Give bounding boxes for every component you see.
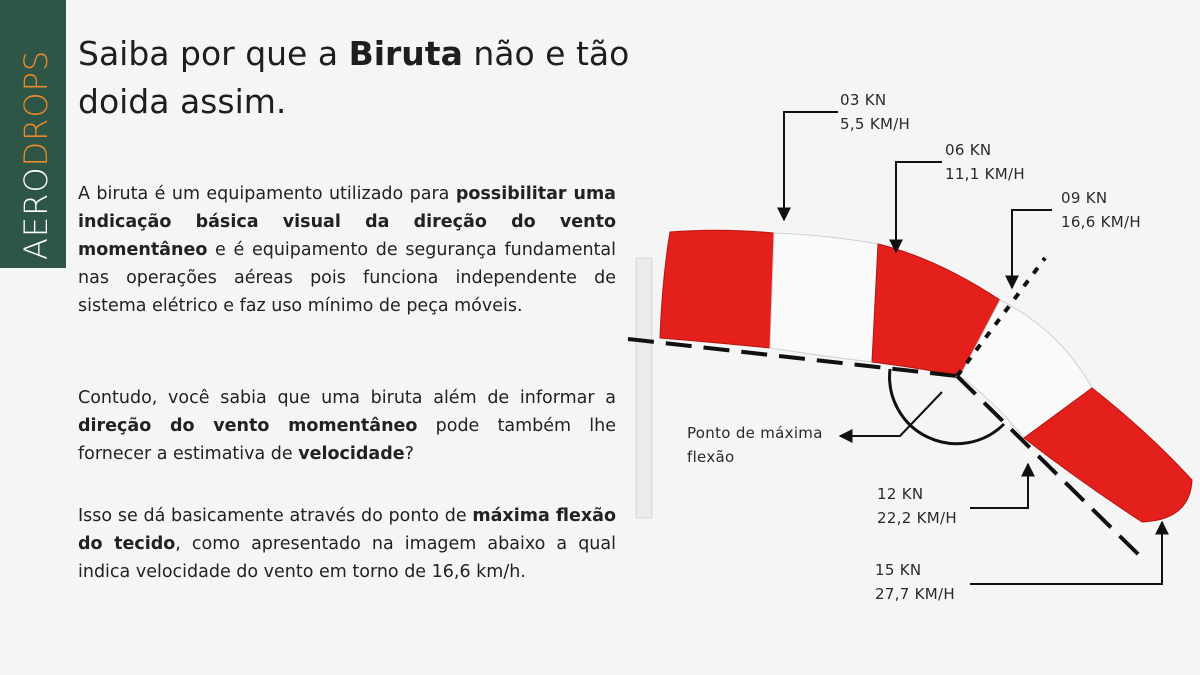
sock-segment-white-1 — [770, 233, 878, 362]
arrow-09kn — [1012, 210, 1052, 288]
windsock-illustration — [600, 80, 1200, 640]
aerodrops-logo: AERODROPS — [17, 49, 55, 260]
logo-band — [0, 0, 66, 268]
intro-paragraph: A biruta é um equipamento utilizado para possibilitar uma indicação básica visual da direção do vento momentâneo e é equipamento de segurança fundamental nas operações aéreas pois funciona independente de sistema elétrico e faz uso mínimo de peça móveis. — [78, 184, 616, 316]
arrow-12kn — [970, 464, 1028, 508]
page-title: Saiba por que a Biruta não e tão doida assim. — [78, 34, 630, 121]
windsock-pole — [636, 258, 652, 518]
speed-label-06kn: 06 KN 11,1 KM/H — [945, 141, 1025, 183]
arrow-15kn — [970, 522, 1162, 584]
speed-paragraph: Contudo, você sabia que uma biruta além de informar a direção do vento momentâneo pode também lhe fornecer a estimativa de velocidade? — [78, 388, 616, 464]
sock-segment-red-1 — [660, 230, 774, 348]
flex-point-label: Ponto de máxima flexão — [687, 424, 823, 466]
arrow-03kn — [784, 112, 838, 220]
windsock-diagram — [600, 80, 1200, 640]
arrow-06kn — [896, 162, 942, 252]
speed-label-15kn: 15 KN 27,7 KM/H — [875, 561, 955, 603]
windsock-sock — [660, 230, 1192, 522]
flex-point-paragraph: Isso se dá basicamente através do ponto de máxima flexão do tecido, como apresentado na imagem abaixo a qual indica velocidade do vento em torno de 16,6 km/h. — [78, 506, 616, 582]
speed-label-09kn: 09 KN 16,6 KM/H — [1061, 189, 1141, 231]
speed-label-03kn: 03 KN 5,5 KM/H — [840, 91, 911, 133]
speed-label-12kn: 12 KN 22,2 KM/H — [877, 485, 957, 527]
flex-point-arrow — [840, 392, 942, 436]
